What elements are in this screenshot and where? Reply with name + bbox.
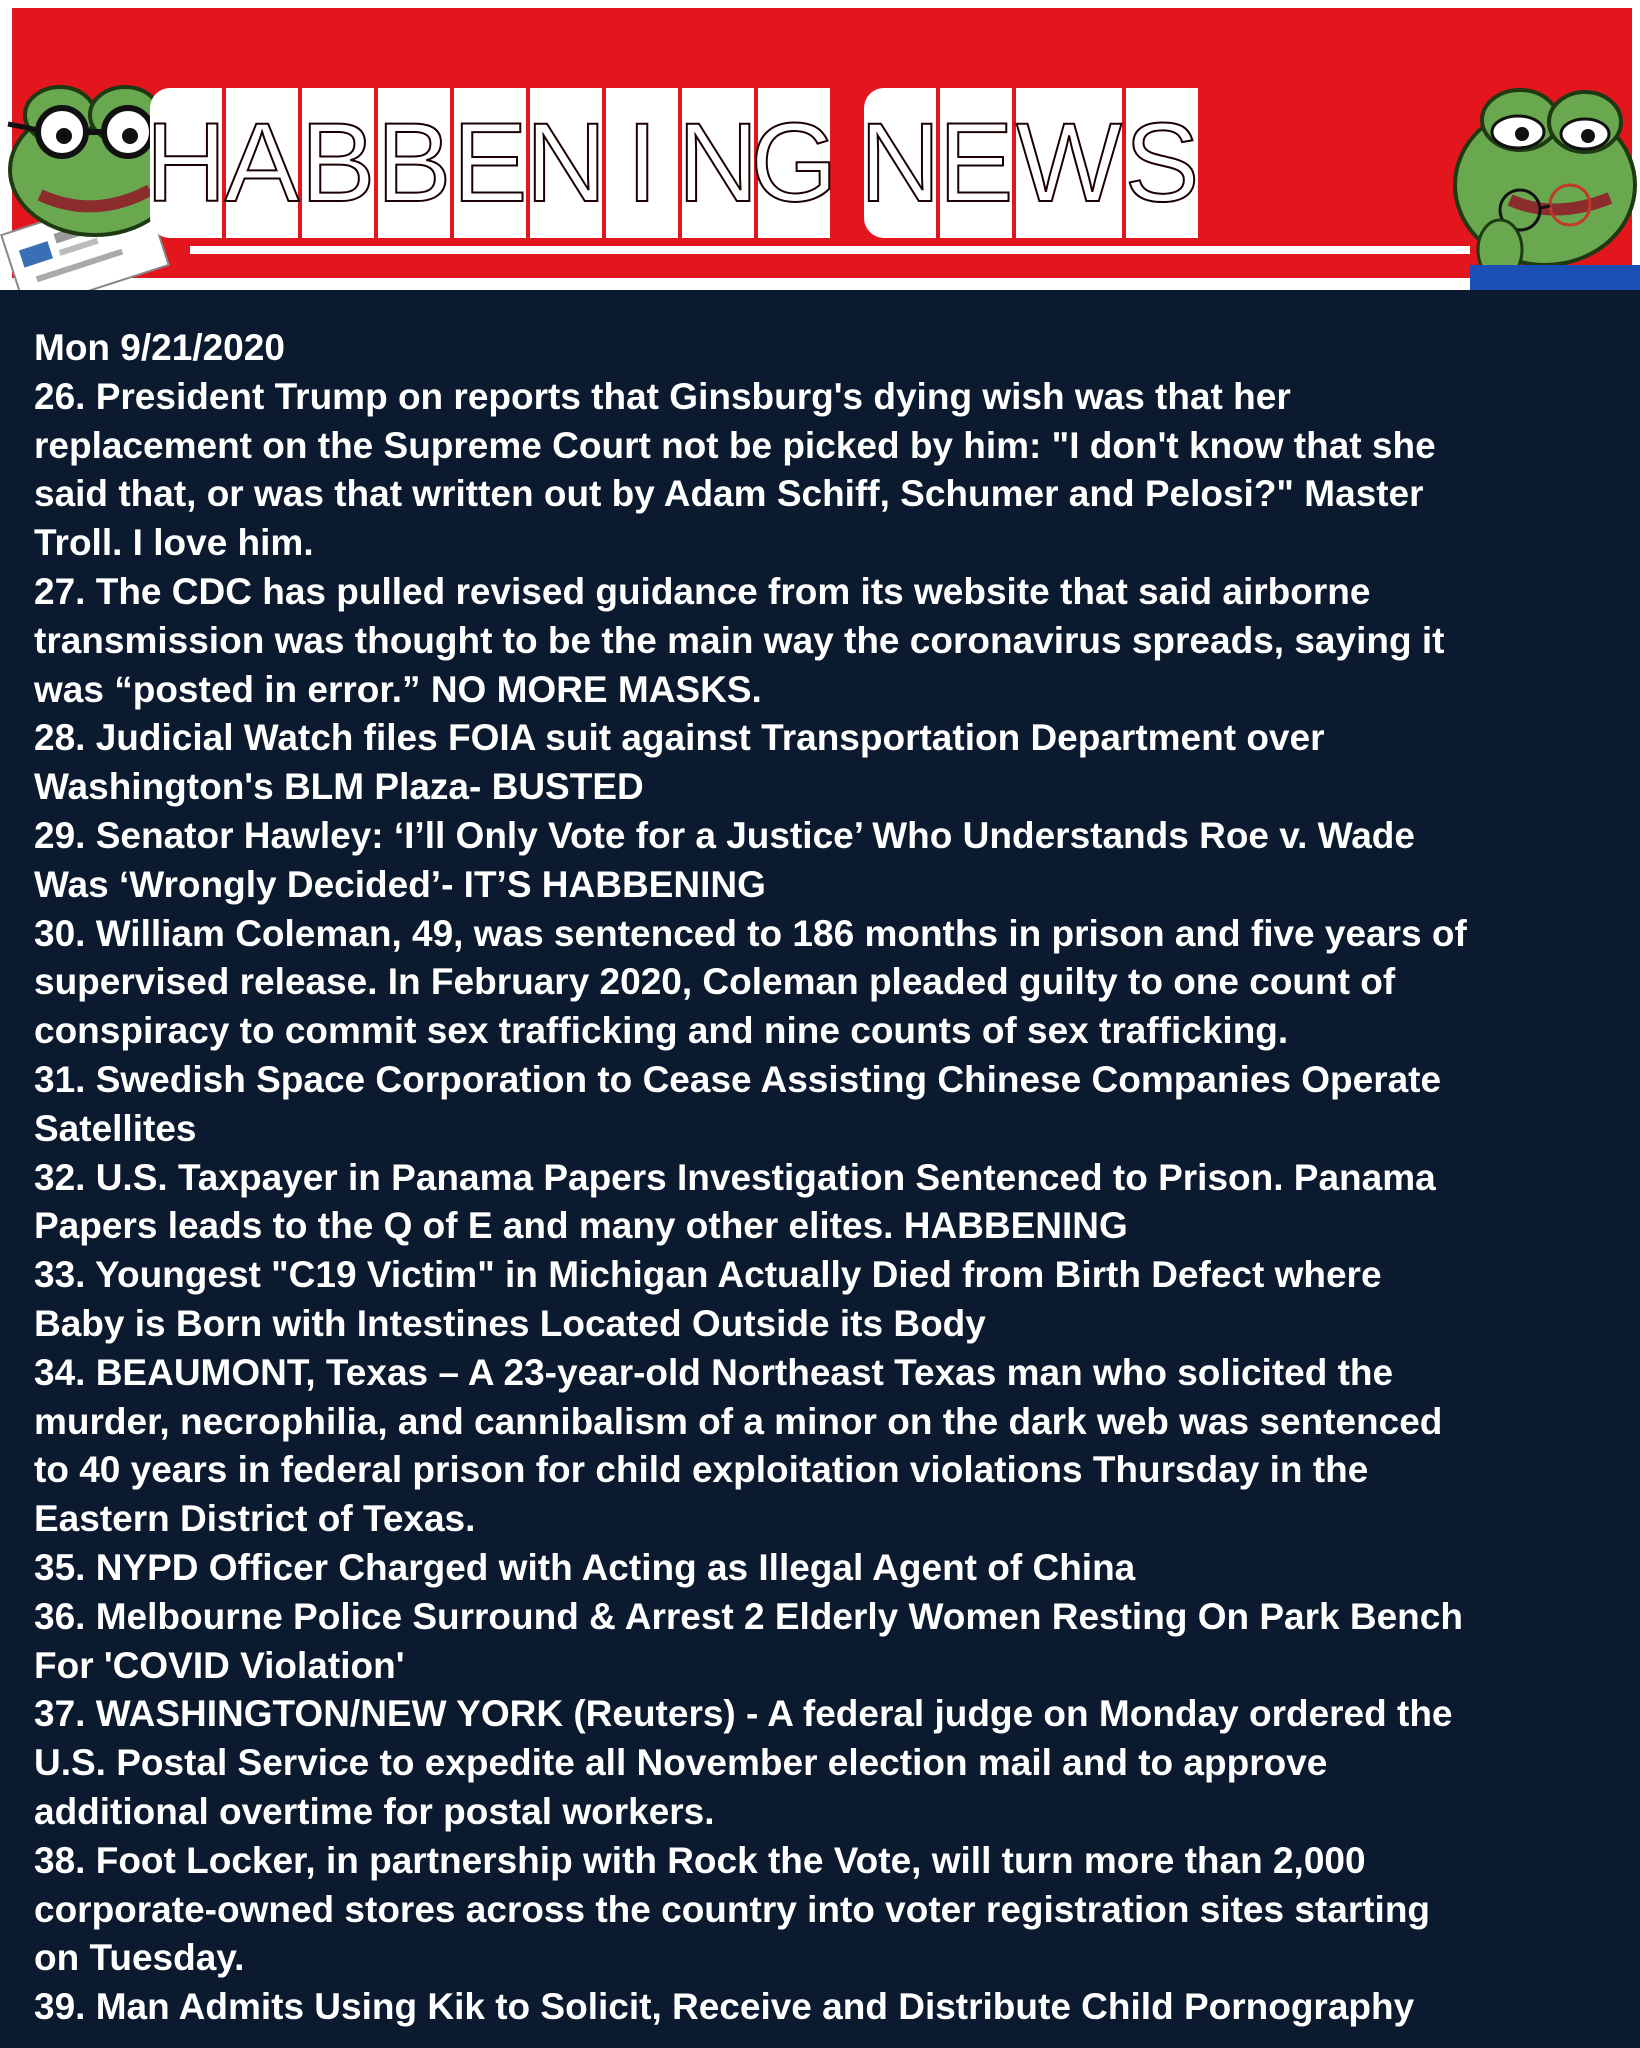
title-letter: N: [682, 88, 758, 238]
title-letter: A: [226, 88, 302, 238]
news-line: U.S. Postal Service to expedite all November election mail and to approve: [34, 1742, 1328, 1784]
banner-underline: [190, 246, 1470, 254]
news-line: transmission was thought to be the main way the coronavirus spreads, saying it: [34, 619, 1445, 661]
header-banner: [0, 0, 1640, 290]
frog-with-glasses-icon: [1440, 60, 1640, 290]
news-line: 33. Youngest "C19 Victim" in Michigan Actually Died from Birth Defect where: [34, 1254, 1382, 1296]
news-line: on Tuesday.: [34, 1937, 245, 1979]
title-letter: E: [454, 88, 530, 238]
title-letter: I: [606, 88, 682, 238]
news-line: 26. President Trump on reports that Ginsburg's dying wish was that her: [34, 375, 1291, 417]
news-line: 39. Man Admits Using Kik to Solicit, Receive and Distribute Child Pornography: [34, 1986, 1415, 2028]
news-line: replacement on the Supreme Court not be picked by him: "I don't know that she: [34, 424, 1436, 466]
news-line: Washington's BLM Plaza- BUSTED: [34, 766, 644, 808]
title-letter: B: [378, 88, 454, 238]
title-letter: W: [1016, 88, 1126, 238]
news-line: Papers leads to the Q of E and many other elites. HABBENING: [34, 1205, 1128, 1247]
title-letter: G: [758, 88, 834, 238]
news-line: additional overtime for postal workers.: [34, 1790, 715, 1832]
title-letter: E: [940, 88, 1016, 238]
news-content: [0, 290, 1640, 2048]
title-letter: B: [302, 88, 378, 238]
page-title: [145, 88, 1202, 248]
news-line: conspiracy to commit sex trafficking and nine counts of sex trafficking.: [34, 1010, 1289, 1052]
news-line: Satellites: [34, 1107, 197, 1149]
news-line: 30. William Coleman, 49, was sentenced to 186 months in prison and five years of: [34, 912, 1467, 954]
news-list: [34, 324, 1624, 2032]
news-line: Eastern District of Texas.: [34, 1498, 476, 1540]
news-line: corporate-owned stores across the country into voter registration sites starting: [34, 1888, 1431, 1930]
title-letter: N: [864, 88, 940, 238]
news-line: said that, or was that written out by Adam Schiff, Schumer and Pelosi?" Master: [34, 473, 1424, 515]
news-line: Baby is Born with Intestines Located Outside its Body: [34, 1302, 986, 1344]
news-line: 32. U.S. Taxpayer in Panama Papers Investigation Sentenced to Prison. Panama: [34, 1156, 1436, 1198]
news-line: was “posted in error.” NO MORE MASKS.: [34, 668, 762, 710]
news-line: 37. WASHINGTON/NEW YORK (Reuters) - A federal judge on Monday ordered the: [34, 1693, 1453, 1735]
title-letter: S: [1126, 88, 1202, 238]
news-line: murder, necrophilia, and cannibalism of a minor on the dark web was sentenced: [34, 1400, 1443, 1442]
news-line: 31. Swedish Space Corporation to Cease Assisting Chinese Companies Operate: [34, 1058, 1442, 1100]
news-date: Mon 9/21/2020: [34, 327, 285, 368]
news-line: For 'COVID Violation': [34, 1644, 405, 1686]
news-line: 35. NYPD Officer Charged with Acting as Illegal Agent of China: [34, 1546, 1136, 1588]
news-line: 34. BEAUMONT, Texas – A 23-year-old Northeast Texas man who solicited the: [34, 1351, 1394, 1393]
news-line: 38. Foot Locker, in partnership with Rock the Vote, will turn more than 2,000: [34, 1839, 1366, 1881]
news-line: supervised release. In February 2020, Coleman pleaded guilty to one count of: [34, 961, 1396, 1003]
news-line: 29. Senator Hawley: ‘I’ll Only Vote for a Justice’ Who Understands Roe v. Wade: [34, 814, 1415, 856]
news-line: to 40 years in federal prison for child exploitation violations Thursday in the: [34, 1449, 1369, 1491]
news-line: 36. Melbourne Police Surround & Arrest 2 Elderly Women Resting On Park Bench: [34, 1595, 1463, 1637]
news-line: 27. The CDC has pulled revised guidance from its website that said airborne: [34, 570, 1371, 612]
news-line: Was ‘Wrongly Decided’- IT’S HABBENING: [34, 863, 766, 905]
title-letter: N: [530, 88, 606, 238]
news-line: 28. Judicial Watch files FOIA suit against Transportation Department over: [34, 717, 1325, 759]
title-letter: H: [150, 88, 226, 238]
news-line: Troll. I love him.: [34, 522, 314, 564]
